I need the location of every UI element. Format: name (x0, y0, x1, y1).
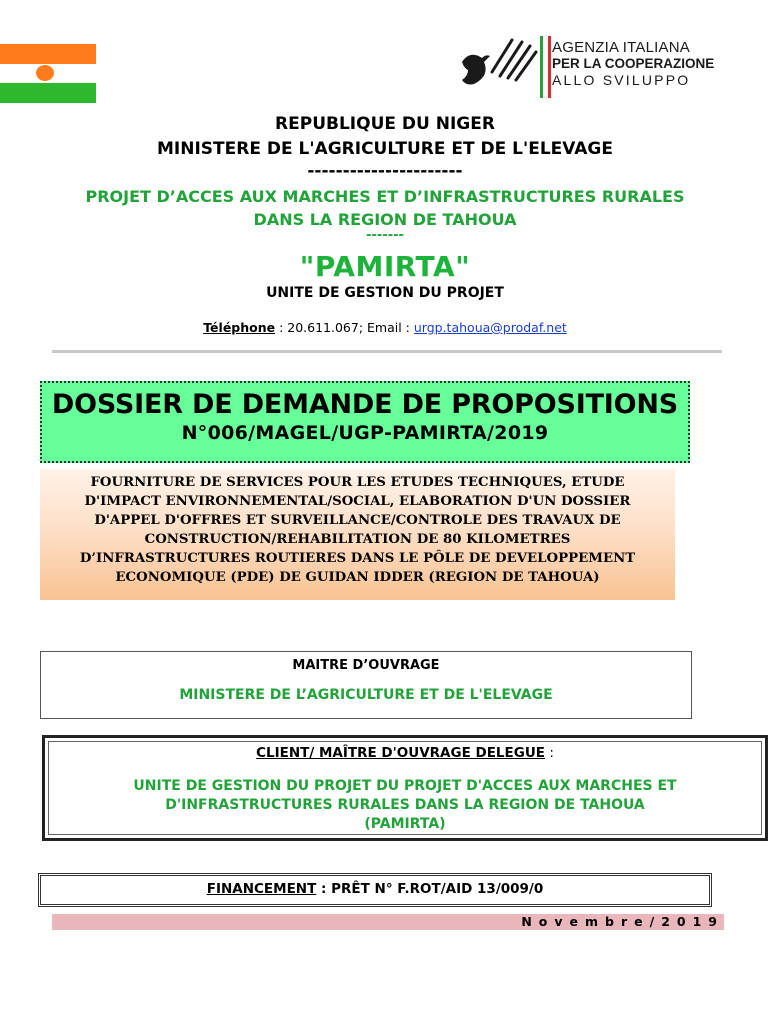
flag-sun-disc (36, 65, 54, 81)
financing-box (38, 873, 712, 907)
financing-value: : PRÊT N° F.ROT/AID 13/009/0 (316, 881, 544, 897)
maitre-ouvrage-value: MINISTERE DE L’AGRICULTURE ET DE L'ELEVAGE (179, 687, 553, 703)
client-value-line: UNITE DE GESTION DU PROJET DU PROJET D'ACCES AUX MARCHES ET (133, 778, 677, 794)
services-line: D’INFRASTRUCTURES ROUTIERES DANS LE PÔLE DE DEVELOPPEMENT (79, 551, 636, 566)
dossier-reference: N°006/MAGEL/UGP-PAMIRTA/2019 (181, 422, 549, 444)
services-line: D'IMPACT ENVIRONNEMENTAL/SOCIAL, ELABORATION D'UN DOSSIER (84, 494, 631, 509)
services-line: CONSTRUCTION/REHABILITATION DE 80 KILOMETRES (144, 532, 571, 547)
header-divider (52, 350, 722, 353)
niger-flag (0, 44, 96, 103)
project-separator: ------- (366, 228, 404, 243)
maitre-ouvrage-box (40, 651, 692, 719)
agency-line-1: AGENZIA ITALIANA (552, 39, 690, 56)
dossier-title: DOSSIER DE DEMANDE DE PROPOSITIONS (51, 389, 679, 420)
ministry-heading: MINISTERE DE L'AGRICULTURE ET DE L'ELEVAGE (157, 139, 613, 159)
contact-line (0, 320, 770, 335)
project-title-line-2: DANS LA REGION DE TAHOUA (253, 210, 517, 229)
unit-heading: UNITE DE GESTION DU PROJET (266, 285, 504, 301)
maitre-ouvrage-label: MAITRE D’OUVRAGE (292, 658, 440, 673)
agency-line-3: ALLO SVILUPPO (552, 72, 691, 88)
republic-heading: REPUBLIQUE DU NIGER (275, 114, 495, 134)
phone-label: Téléphone (203, 320, 276, 335)
date-bar: Novembre/2019 (52, 914, 724, 930)
client-value-line: D'INFRASTRUCTURES RURALES DANS LA REGION DE TAHOUA (165, 797, 645, 813)
client-label-colon: : (545, 745, 554, 761)
client-value-line: (PAMIRTA) (364, 816, 446, 832)
client-box (42, 735, 768, 841)
phone-text: : 20.611.067; Email : (275, 320, 414, 335)
dove-icon (462, 55, 490, 85)
services-description (40, 469, 675, 600)
header-separator: ---------------------- (307, 161, 463, 181)
email-link[interactable]: urgp.tahoua@prodaf.net (413, 320, 567, 335)
agency-name (552, 40, 714, 88)
agency-line-2: PER LA COOPERAZIONE (552, 56, 715, 71)
client-label (49, 745, 761, 761)
services-line: FOURNITURE DE SERVICES POUR LES ETUDES TECHNIQUES, ETUDE (90, 475, 625, 490)
services-line: ECONOMIQUE (PDE) DE GUIDAN IDDER (REGION DE TAHOUA) (115, 570, 600, 585)
client-value (49, 777, 761, 834)
project-title-line-1: PROJET D’ACCES AUX MARCHES ET D’INFRASTRUCTURES RURALES (85, 187, 685, 206)
dossier-box (40, 381, 690, 463)
project-acronym: "PAMIRTA" (299, 250, 471, 283)
client-label-text: CLIENT/ MAÎTRE D'OUVRAGE DELEGUE (256, 745, 546, 761)
services-line: D'APPEL D'OFFRES ET SURVEILLANCE/CONTROLE DES TRAVAUX DE (94, 513, 621, 528)
financing-label: FINANCEMENT (206, 881, 317, 897)
